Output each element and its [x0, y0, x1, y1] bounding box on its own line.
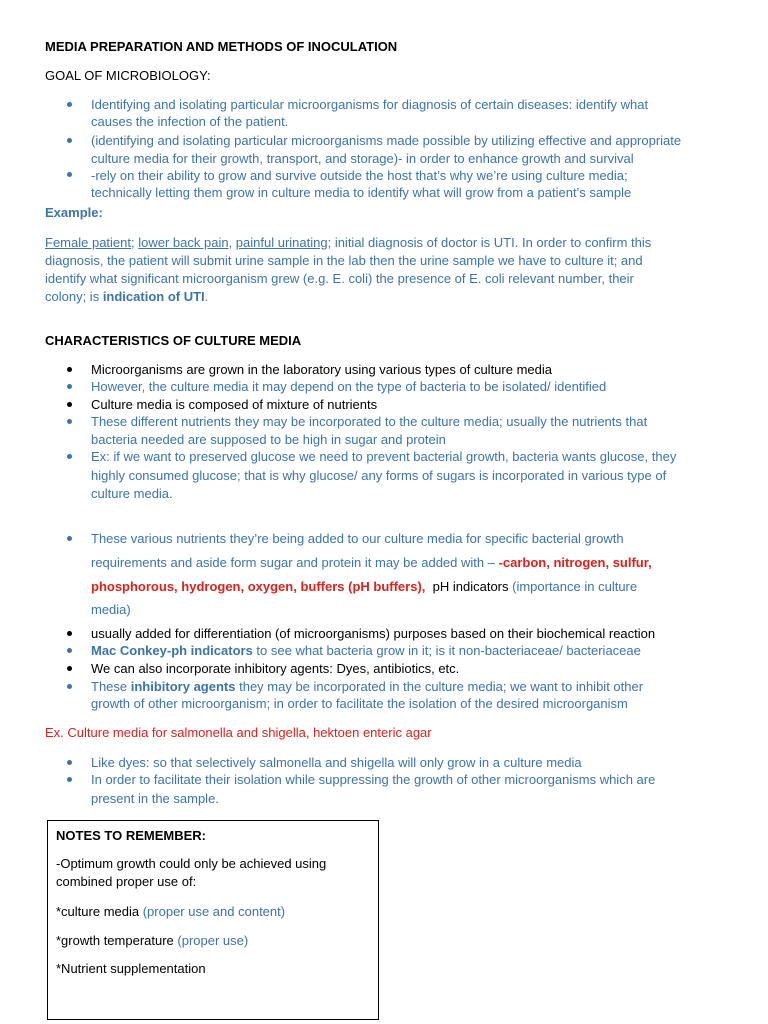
notes-item-growth-temperature — [56, 932, 248, 950]
char-bullet-5-line-3: culture media. — [91, 486, 173, 501]
example-separator: ; — [131, 235, 139, 250]
char-bullet-6-dash: – — [487, 555, 499, 570]
salmonella-bullet-2-line-1: In order to facilitate their isolation while suppressing the growth of other microorganisms which are — [91, 772, 656, 787]
char-bullet-7: usually added for differentiation (of microorganisms) purposes based on their biochemical reaction — [91, 626, 656, 641]
char-bullet-5-line-2: highly consumed glucose; that is why glucose/ any forms of sugars is incorporated in various type of — [91, 468, 667, 483]
goal-bullet-3-line-1: -rely on their ability to grow and survive outside the host that’s why we’re using culture media; — [91, 168, 628, 183]
char-bullet-3: Culture media is composed of mixture of nutrients — [91, 397, 378, 412]
char-bullet-6-line-3-black: pH indicators — [425, 579, 513, 594]
char-bullet-10-rest: they may be incorporated in the culture media; we want to inhibit other — [235, 679, 644, 694]
example-line-4-bold: indication of UTI — [102, 289, 205, 304]
goal-bullet-2-line-1: (identifying and isolating particular microorganisms made possible by utilizing effective and appropriate — [91, 133, 682, 148]
bullet-dot — [67, 684, 72, 689]
char-bullet-4-line-1: These different nutrients they may be incorporated to the culture media; usually the nutrients that — [91, 414, 648, 429]
bullet-dot — [67, 454, 72, 459]
example-line-4 — [45, 288, 208, 306]
char-bullet-6-line-4: media) — [91, 602, 131, 617]
char-bullet-8 — [91, 642, 641, 660]
example-line-2: diagnosis, the patient will submit urine sample in the lab then the urine sample we have to culture it; and — [45, 253, 643, 268]
bullet-dot — [67, 760, 72, 765]
bullet-dot — [67, 172, 72, 177]
notes-item-1-note: (proper use and content) — [142, 904, 286, 919]
char-bullet-4-line-2: bacteria needed are supposed to be high in sugar and protein — [91, 432, 446, 447]
char-bullet-8-bold: Mac Conkey-ph indicators — [91, 643, 253, 658]
char-bullet-1: Microorganisms are grown in the laboratory using various types of culture media — [91, 362, 552, 377]
goal-heading: GOAL OF MICROBIOLOGY: — [45, 68, 211, 83]
notes-line-2: combined proper use of: — [56, 874, 197, 889]
example-line-1-rest: ; initial diagnosis of doctor is UTI. In order to confirm this — [327, 235, 652, 250]
notes-item-culture-media — [56, 903, 285, 921]
notes-line-1: -Optimum growth could only be achieved using — [56, 856, 327, 871]
goal-bullet-1-line-1: Identifying and isolating particular microorganisms for diagnosis of certain diseases: identify what — [91, 97, 649, 112]
char-bullet-6-line-2-pre: requirements and aside form sugar and protein it may be added with — [91, 555, 488, 570]
characteristics-heading: CHARACTERISTICS OF CULTURE MEDIA — [45, 333, 302, 348]
bullet-dot — [67, 102, 72, 107]
notes-item-1-label: *culture media — [56, 904, 143, 919]
bullet-dot — [67, 138, 72, 143]
example-line-3: identify what significant microorganism grew (e.g. E. coli) the presence of E. coli relevant number, their — [45, 271, 634, 286]
example-label: Example: — [45, 205, 103, 220]
bullet-dot — [67, 666, 72, 671]
char-bullet-10-line-1 — [91, 678, 643, 696]
goal-bullet-1-line-2: causes the infection of the patient. — [91, 114, 289, 129]
char-bullet-10-pre: These — [91, 679, 131, 694]
bullet-dot — [67, 631, 72, 636]
bullet-dot — [67, 648, 72, 653]
salmonella-example-heading: Ex. Culture media for salmonella and shigella, hektoen enteric agar — [45, 725, 432, 740]
char-bullet-6-line-2-red: -carbon, nitrogen, sulfur, — [498, 555, 652, 570]
notes-heading: NOTES TO REMEMBER: — [56, 828, 206, 843]
notes-item-2-note: (proper use) — [177, 933, 249, 948]
bullet-dot — [67, 419, 72, 424]
example-line-4-post: . — [204, 289, 209, 304]
char-bullet-6-line-3 — [91, 578, 637, 596]
char-bullet-8-rest: to see what bacteria grow in it; is it non-bacteriaceae/ bacteriaceae — [252, 643, 641, 658]
char-bullet-6-line-3-blue: (importance in culture — [512, 579, 638, 594]
example-underlined-2: lower back pain — [138, 235, 229, 250]
char-bullet-2: However, the culture media it may depend on the type of bacteria to be isolated/ identified — [91, 379, 607, 394]
bullet-dot — [67, 402, 72, 407]
bullet-dot — [67, 536, 72, 541]
document-title: MEDIA PREPARATION AND METHODS OF INOCULATION — [45, 39, 398, 54]
bullet-dot — [67, 367, 72, 372]
goal-bullet-2-line-2: culture media for their growth, transport, and storage)- in order to enhance growth and survival — [91, 151, 634, 166]
char-bullet-10-bold: inhibitory agents — [130, 679, 236, 694]
char-bullet-6-line-1: These various nutrients they’re being added to our culture media for specific bacterial growth — [91, 531, 624, 546]
char-bullet-6-line-2 — [91, 554, 652, 572]
example-line-1 — [45, 234, 651, 252]
goal-bullet-3-line-2: technically letting them grow in culture media to identify what will grow from a patient’s sample — [91, 185, 632, 200]
char-bullet-10-line-2: growth of other microorganism; in order to facilitate the isolation of the desired microorganism — [91, 696, 628, 711]
example-line-4-pre: colony; is — [45, 289, 103, 304]
example-underlined-1: Female patient — [45, 235, 131, 250]
salmonella-bullet-1: Like dyes: so that selectively salmonella and shigella will only grow in a culture media — [91, 755, 582, 770]
example-underlined-3: painful urinating — [235, 235, 328, 250]
char-bullet-5-line-1: Ex: if we want to preserved glucose we need to prevent bacterial growth, bacteria wants glucose, they — [91, 449, 677, 464]
salmonella-bullet-2-line-2: present in the sample. — [91, 791, 219, 806]
notes-item-nutrient-supplementation: *Nutrient supplementation — [56, 961, 206, 976]
bullet-dot — [67, 384, 72, 389]
notes-item-2-label: *growth temperature — [56, 933, 178, 948]
example-separator: , — [228, 235, 236, 250]
char-bullet-6-line-3-red: phosphorous, hydrogen, oxygen, buffers (pH buffers), — [91, 579, 426, 594]
bullet-dot — [67, 777, 72, 782]
char-bullet-9: We can also incorporate inhibitory agents: Dyes, antibiotics, etc. — [91, 661, 460, 676]
